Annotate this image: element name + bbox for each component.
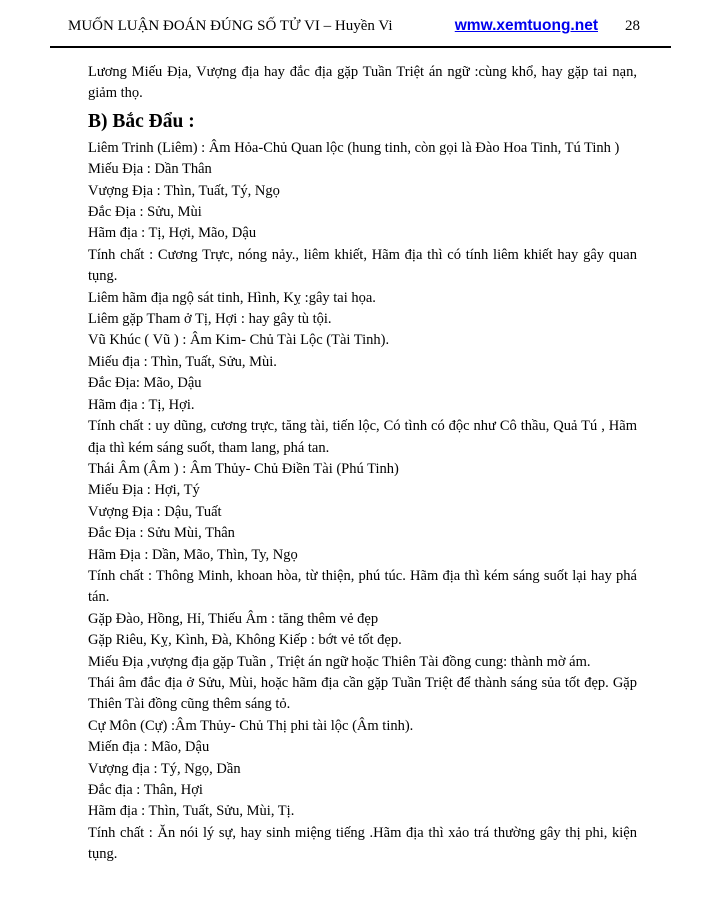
paragraph: Tính chất : Thông Minh, khoan hòa, từ thiện, phú túc. Hãm địa thì kém sáng suốt lại hay phá tán.: [88, 567, 637, 606]
paragraph: Đắc Địa: Mão, Dậu: [88, 375, 202, 392]
paragraph: Vượng Địa : Dậu, Tuất: [88, 503, 222, 520]
paragraph: Gặp Đào, Hồng, Hỉ, Thiếu Âm : tăng thêm vẻ đẹp: [88, 610, 379, 627]
paragraph: Hãm Địa : Dần, Mão, Thìn, Ty, Ngọ: [88, 546, 298, 563]
page-title: MUỐN LUẬN ĐOÁN ĐÚNG SỐ TỬ VI – Huyền Vi: [68, 18, 393, 34]
site-link[interactable]: wmw.xemtuong.net: [454, 17, 598, 34]
paragraph: Tính chất : Cương Trực, nóng nảy., liêm khiết, Hãm địa thì có tính liêm khiết hay gây quan tụng.: [88, 246, 637, 285]
paragraph: Thái Âm (Âm ) : Âm Thủy- Chủ Điền Tài (Phú Tinh): [88, 460, 399, 477]
paragraph: Liêm Trinh (Liêm) : Âm Hỏa-Chủ Quan lộc (hung tinh, còn gọi là Đào Hoa Tinh, Tú Tinh ): [88, 139, 620, 156]
paragraph: Miếu địa : Thìn, Tuất, Sửu, Mùi.: [88, 353, 277, 370]
page-number: 28: [625, 18, 640, 34]
paragraph: Đắc Địa : Sửu Mùi, Thân: [88, 525, 235, 542]
header-divider: [50, 46, 671, 48]
paragraph: Hãm địa : Tị, Hợi.: [88, 396, 195, 413]
paragraph: Vượng Địa : Thìn, Tuất, Tý, Ngọ: [88, 182, 280, 199]
paragraph-list: [88, 138, 637, 866]
section-heading: B) Bắc Đẩu :: [88, 110, 195, 132]
intro-paragraph: Lương Miếu Địa, Vượng địa hay đắc địa gặp Tuần Triệt án ngữ :cùng khổ, hay gặp tai nạn, giảm thọ.: [88, 64, 637, 102]
paragraph: Cự Môn (Cự) :Âm Thủy- Chủ Thị phi tài lộc (Âm tinh).: [88, 717, 414, 734]
paragraph: Miến địa : Mão, Dậu: [88, 739, 210, 756]
paragraph: Vượng địa : Tý, Ngọ, Dần: [88, 760, 241, 777]
paragraph: Liêm hãm địa ngộ sát tinh, Hình, Kỵ :gây tai họa.: [88, 289, 376, 306]
paragraph: Miếu Địa ,vượng địa gặp Tuần , Triệt án ngữ hoặc Thiên Tài đồng cung: thành mờ ám.: [88, 653, 591, 670]
paragraph: Đắc địa : Thân, Hợi: [88, 782, 203, 798]
page-header: [68, 17, 640, 35]
paragraph: Hãm địa : Tị, Hợi, Mão, Dậu: [88, 225, 257, 242]
paragraph: Liêm gặp Tham ở Tị, Hợi : hay gây tù tội.: [88, 311, 332, 328]
paragraph: Đắc Địa : Sửu, Mùi: [88, 204, 202, 221]
paragraph: Tính chất : uy dũng, cương trực, tăng tài, tiến lộc, Có tình có độc như Cô thầu, Quả Tú , Hãm địa thì kém sáng suốt, tham lang, phá tan.: [88, 418, 637, 456]
paragraph: Tính chất : Ăn nói lý sự, hay sinh miệng tiếng .Hãm địa thì xảo trá thường gây thị phi, kiện tụng.: [88, 824, 637, 863]
paragraph: Miếu Địa : Dần Thân: [88, 161, 212, 178]
paragraph: Gặp Riêu, Kỵ, Kình, Đà, Không Kiếp : bớt vẻ tốt đẹp.: [88, 632, 402, 649]
paragraph: Thái âm đắc địa ở Sửu, Mùi, hoặc hãm địa cần gặp Tuần Triệt để thành sáng sủa tốt đẹp. Gặp Thiên Tài đồng cũng thêm sáng tỏ.: [88, 674, 637, 713]
page-content: [88, 62, 637, 866]
paragraph: Miếu Địa : Hợi, Tý: [88, 482, 200, 499]
paragraph: Hãm địa : Thìn, Tuất, Sửu, Mùi, Tị.: [88, 803, 295, 820]
paragraph: Vũ Khúc ( Vũ ) : Âm Kim- Chủ Tài Lộc (Tài Tinh).: [88, 332, 390, 349]
